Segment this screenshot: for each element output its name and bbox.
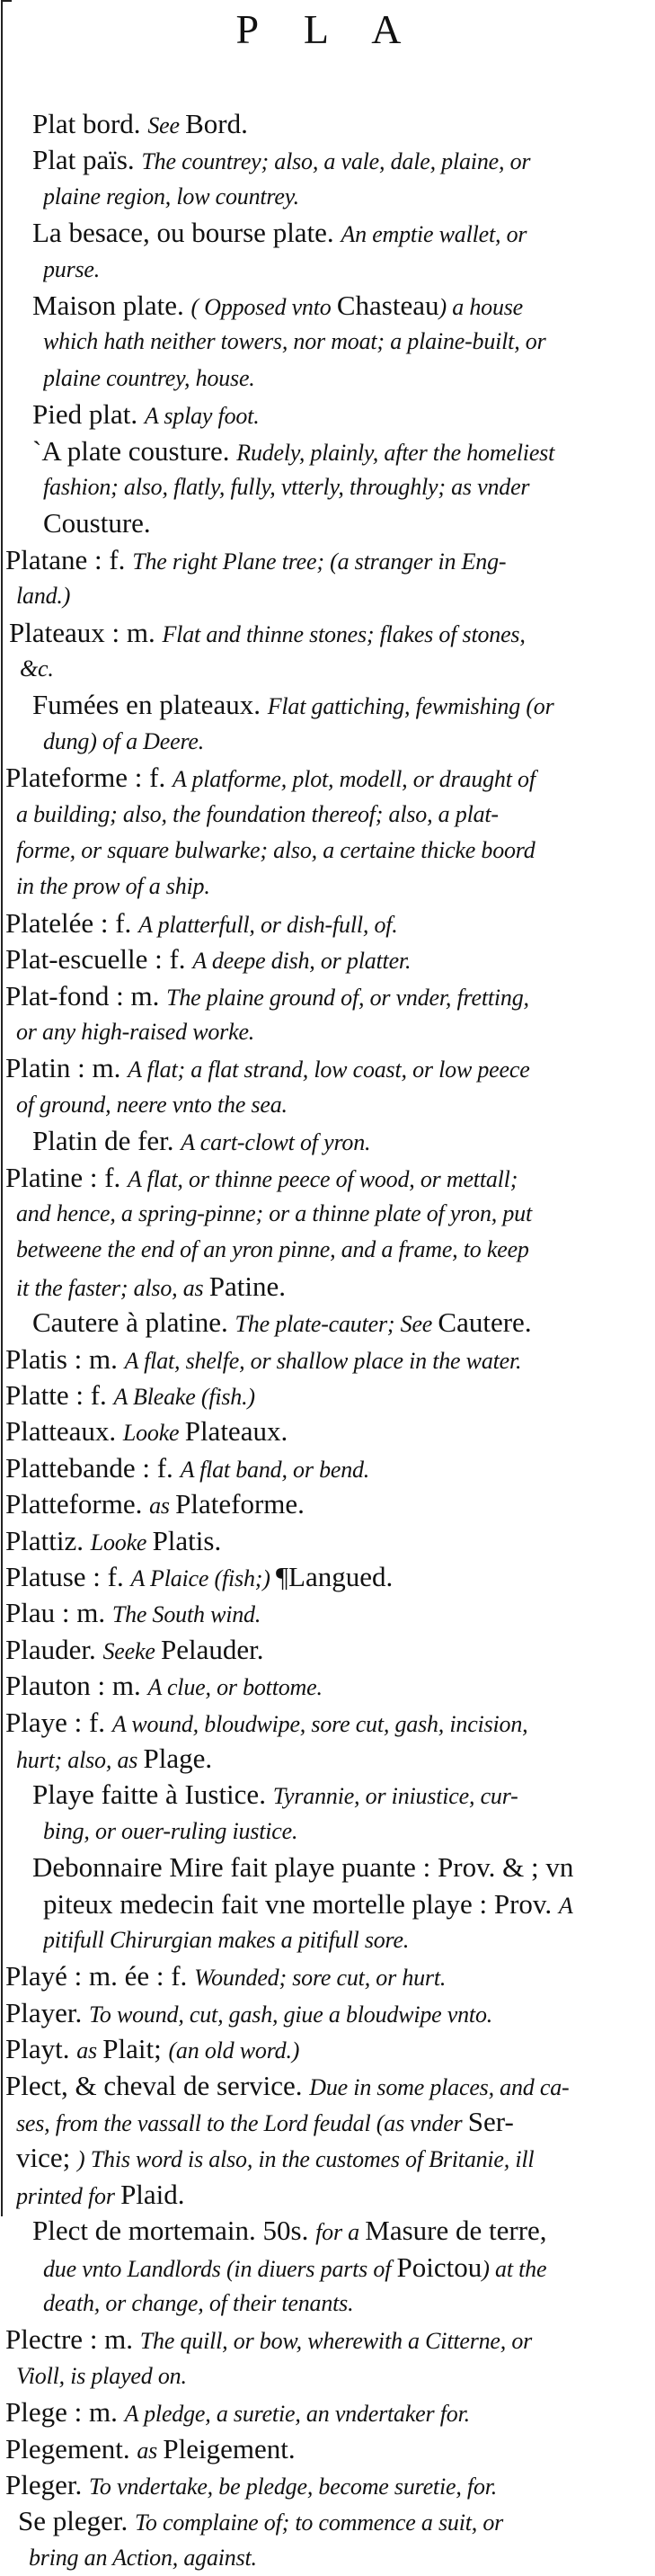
headword-text: Pelauder. bbox=[160, 1633, 264, 1665]
entry-continuation-line bbox=[16, 578, 644, 614]
gloss-text: and hence, a spring-pinne; or a thinne plate of yron, put bbox=[16, 1199, 532, 1226]
gloss-text: Tyrannie, or iniustice, cur- bbox=[272, 1783, 518, 1810]
gloss-text: A splay foot. bbox=[144, 403, 260, 430]
headword-text: Plage. bbox=[143, 1742, 213, 1774]
headword-text: Maison plate. bbox=[32, 290, 191, 321]
headword-text: Plect de mortemain. bbox=[32, 2215, 263, 2247]
gloss-text: of ground, neere vnto the sea. bbox=[16, 1091, 288, 1118]
gloss-text: hurt; also, as bbox=[16, 1746, 144, 1773]
headword-text: Platteaux. bbox=[5, 1415, 123, 1448]
entry-first-line bbox=[5, 2068, 644, 2104]
gloss-text: a building; also, the foundation thereof; also, a plat- bbox=[16, 800, 499, 827]
entry-first-line bbox=[5, 1523, 644, 1559]
gloss-text: To vndertake, be pledge, become suretie, for. bbox=[89, 2473, 498, 2500]
headword-text: Plait; bbox=[102, 2033, 169, 2065]
entry-first-line bbox=[5, 978, 644, 1014]
headword-text: Platuse : f. bbox=[5, 1561, 131, 1592]
headword-text: `A plate cousture. bbox=[32, 434, 237, 467]
entry-first-line bbox=[5, 1632, 644, 1668]
headword-text: Plectre : m. bbox=[5, 2323, 140, 2356]
headword-text: Chasteau bbox=[336, 290, 439, 321]
entry-first-line bbox=[5, 2031, 644, 2067]
dictionary-entry bbox=[0, 1595, 655, 1631]
headword-text: Plauton : m. bbox=[5, 1670, 148, 1702]
dictionary-entry bbox=[0, 288, 655, 397]
entry-continuation-line bbox=[43, 361, 644, 397]
entry-first-line bbox=[32, 215, 644, 251]
dictionary-entry bbox=[0, 433, 655, 542]
gloss-text: plaine countrey, house. bbox=[43, 364, 255, 391]
gloss-text: A bbox=[558, 1892, 573, 1919]
entry-continuation-line bbox=[16, 1014, 644, 1050]
gloss-text: dung) of a Deere. bbox=[43, 727, 205, 754]
entry-first-line bbox=[32, 1777, 644, 1813]
gloss-text: The right Plane tree; (a stranger in Eng- bbox=[132, 548, 507, 575]
gloss-text: The countrey; also, a vale, dale, plaine, or bbox=[141, 148, 531, 175]
headword-text: Platis : m. bbox=[5, 1342, 125, 1375]
dictionary-entry bbox=[0, 542, 655, 615]
entry-first-line bbox=[32, 1850, 644, 1885]
headword-text: Cautere à platine. bbox=[32, 1306, 235, 1339]
headword-text: Platteforme. bbox=[5, 1488, 150, 1520]
gloss-text: it the faster; also, as bbox=[16, 1274, 209, 1301]
dictionary-entry bbox=[0, 687, 655, 760]
entry-continuation-line bbox=[43, 252, 644, 288]
gloss-text: Flat gattiching, fewmishing (or bbox=[267, 693, 554, 720]
entry-first-line bbox=[32, 1123, 644, 1159]
headword-text: La besace, ou bourse plate. bbox=[32, 217, 341, 249]
headword-text: ¶Langued. bbox=[275, 1561, 394, 1592]
gloss-text: The South wind. bbox=[111, 1601, 261, 1628]
entry-first-line bbox=[5, 1995, 644, 2031]
gloss-text: ) a house bbox=[438, 294, 524, 320]
entry-first-line bbox=[32, 397, 644, 432]
entry-first-line bbox=[5, 1341, 644, 1377]
entry-first-line bbox=[32, 288, 644, 324]
gloss-text: for a bbox=[315, 2219, 366, 2246]
gloss-text: Due in some places, and ca- bbox=[309, 2073, 570, 2100]
headword-text: Patine. bbox=[208, 1270, 287, 1302]
headword-text: Playé : m. ée : f. bbox=[5, 1960, 195, 1992]
gloss-text: purse. bbox=[43, 255, 101, 282]
running-head: P L A bbox=[235, 6, 420, 52]
headword-text: Plege : m. bbox=[5, 2396, 125, 2429]
gloss-text: ( Opposed vnto bbox=[190, 294, 337, 320]
dictionary-entry bbox=[0, 2503, 655, 2576]
dictionary-entry bbox=[0, 2213, 655, 2322]
entry-first-line bbox=[5, 1450, 644, 1486]
entry-first-line bbox=[5, 1559, 644, 1595]
headword-text: vice; bbox=[16, 2142, 77, 2174]
gloss-text: A cart-clowt of yron. bbox=[181, 1129, 371, 1156]
gloss-text: A platterfull, or dish-full, of. bbox=[138, 911, 398, 938]
dictionary-entry bbox=[0, 1341, 655, 1377]
headword-text: Platte : f. bbox=[5, 1379, 114, 1411]
gloss-text: A flat, or thinne peece of wood, or mettall; bbox=[128, 1165, 518, 1192]
entry-continuation-line bbox=[43, 505, 644, 541]
entry-continuation-line bbox=[16, 797, 644, 833]
headword-text: Plauder. bbox=[5, 1633, 103, 1665]
gloss-text: Violl, is played on. bbox=[16, 2362, 187, 2389]
headword-text: Plaid. bbox=[120, 2178, 185, 2210]
entry-first-line bbox=[5, 1486, 644, 1522]
gloss-text: See bbox=[147, 112, 186, 138]
entry-first-line bbox=[5, 905, 644, 941]
headword-text: Platelée : f. bbox=[5, 906, 139, 939]
entry-continuation-line bbox=[16, 869, 644, 905]
dictionary-entry bbox=[0, 2322, 655, 2394]
gloss-text: printed for bbox=[16, 2182, 121, 2209]
entry-continuation-line bbox=[16, 1269, 644, 1305]
entry-continuation-line bbox=[16, 833, 644, 869]
headword-text: Se pleger. bbox=[18, 2505, 135, 2537]
entry-first-line bbox=[5, 1668, 644, 1704]
entry-first-line bbox=[5, 2467, 644, 2503]
dictionary-entry bbox=[0, 1850, 655, 1958]
headword-text: Fumées en plateaux. bbox=[32, 689, 268, 721]
entry-first-line bbox=[5, 1958, 644, 1994]
gloss-text: ) at the bbox=[482, 2255, 547, 2282]
headword-text: piteux medecin fait vne mortelle playe : Prov. bbox=[43, 1887, 559, 1920]
headword-text: Pleigement. bbox=[163, 2432, 296, 2465]
gloss-text: Wounded; sore cut, or hurt. bbox=[194, 1965, 447, 1992]
dictionary-entry bbox=[0, 1450, 655, 1486]
headword-text: Plect, & cheval de service. bbox=[5, 2069, 310, 2101]
headword-text: 50s. bbox=[262, 2215, 316, 2247]
gloss-text: Looke bbox=[122, 1420, 185, 1447]
gloss-text: A wound, bloudwipe, sore cut, gash, incision, bbox=[111, 1710, 528, 1737]
entry-first-line bbox=[5, 542, 644, 578]
gloss-text: death, or change, of their tenants. bbox=[43, 2289, 354, 2316]
dictionary-entry bbox=[0, 142, 655, 215]
gloss-text: or any high-raised worke. bbox=[16, 1018, 255, 1045]
headword-text: Bord. bbox=[185, 108, 248, 139]
gloss-text: To complaine of; to commence a suit, or bbox=[135, 2509, 504, 2536]
gloss-text: &c. bbox=[20, 655, 54, 682]
page-corner-rule bbox=[1, 0, 12, 2]
dictionary-entry bbox=[0, 1123, 655, 1159]
dictionary-entry bbox=[0, 215, 655, 288]
entry-continuation-line bbox=[43, 1886, 644, 1922]
gloss-text: Looke bbox=[90, 1529, 153, 1555]
headword-text: Platis. bbox=[152, 1524, 222, 1556]
gloss-text: A Bleake (fish.) bbox=[113, 1384, 255, 1410]
entry-first-line bbox=[5, 1160, 644, 1196]
headword-text: Pied plat. bbox=[32, 398, 145, 431]
entry-continuation-line bbox=[43, 1814, 644, 1850]
gloss-text: The plate-cauter; See bbox=[235, 1311, 438, 1338]
headword-text: Platine : f. bbox=[5, 1161, 128, 1193]
headword-text: Platane : f. bbox=[5, 543, 133, 575]
dictionary-entry bbox=[0, 760, 655, 905]
headword-text: Plau : m. bbox=[5, 1597, 112, 1629]
entry-first-line bbox=[5, 2394, 644, 2430]
entry-continuation-line bbox=[16, 2104, 644, 2140]
gloss-text: Flat and thinne stones; flakes of stones, bbox=[162, 620, 526, 647]
dictionary-entry bbox=[0, 1995, 655, 2031]
entry-first-line bbox=[5, 2431, 644, 2467]
gloss-text: as bbox=[137, 2437, 164, 2464]
entry-first-line bbox=[5, 2322, 644, 2358]
headword-text: Plegement. bbox=[5, 2432, 137, 2465]
gloss-text: ) This word is also, in the customes of Britanie, ill bbox=[77, 2146, 535, 2173]
dictionary-entry bbox=[0, 397, 655, 432]
entry-continuation-line bbox=[43, 469, 644, 505]
entry-continuation-line bbox=[29, 2540, 644, 2576]
entry-continuation-line bbox=[43, 2286, 644, 2322]
entry-first-line bbox=[5, 1050, 644, 1086]
entry-first-line bbox=[5, 760, 644, 796]
headword-text: Playe : f. bbox=[5, 1706, 112, 1738]
dictionary-entry bbox=[0, 1486, 655, 1522]
gloss-text: ses, from the vassall to the Lord feudal (as vnder bbox=[16, 2109, 468, 2136]
dictionary-entry bbox=[0, 905, 655, 941]
gloss-text: land.) bbox=[16, 583, 71, 610]
dictionary-entry bbox=[0, 2431, 655, 2467]
entry-first-line bbox=[18, 2503, 644, 2539]
headword-text: Debonnaire Mire fait playe puante : Prov. & ; vn bbox=[32, 1851, 574, 1884]
entry-first-line bbox=[32, 433, 644, 469]
gloss-text: bring an Action, against. bbox=[29, 2544, 257, 2571]
gloss-text: A flat, shelfe, or shallow place in the water. bbox=[124, 1347, 522, 1374]
headword-text: Plattebande : f. bbox=[5, 1451, 181, 1484]
gloss-text: plaine region, low countrey. bbox=[43, 183, 299, 209]
entry-first-line bbox=[32, 142, 644, 178]
headword-text: Playt. bbox=[5, 2033, 77, 2065]
entry-first-line bbox=[32, 2213, 644, 2249]
headword-text: Poictou bbox=[396, 2251, 482, 2283]
entry-first-line bbox=[32, 1305, 644, 1341]
gloss-text: A flat; a flat strand, low coast, or low peece bbox=[128, 1056, 530, 1083]
gloss-text: A clue, or bottome. bbox=[147, 1674, 323, 1701]
gloss-text: To wound, cut, gash, giue a bloudwipe vnto. bbox=[89, 2001, 493, 2028]
entry-continuation-line bbox=[16, 2177, 644, 2213]
gloss-text: due vnto Landlords (in diuers parts of bbox=[43, 2255, 397, 2282]
entry-first-line bbox=[5, 941, 644, 977]
headword-text: Platin de fer. bbox=[32, 1125, 181, 1157]
entry-continuation-line bbox=[16, 1087, 644, 1123]
gloss-text: fashion; also, flatly, fully, vtterly, throughly; as vnder bbox=[43, 473, 530, 500]
dictionary-entry bbox=[0, 1559, 655, 1595]
headword-text: Plateforme : f. bbox=[5, 762, 173, 794]
entry-continuation-line bbox=[43, 2250, 644, 2286]
dictionary-entry bbox=[0, 941, 655, 977]
entry-first-line bbox=[32, 106, 644, 142]
gloss-text: forme, or square bulwarke; also, a certaine thicke boord bbox=[16, 836, 536, 863]
entry-continuation-line bbox=[43, 1922, 644, 1958]
dictionary-entry bbox=[0, 106, 655, 142]
headword-text: Masure de terre, bbox=[365, 2215, 547, 2247]
headword-text: Pleger. bbox=[5, 2469, 89, 2500]
dictionary-entry bbox=[0, 1668, 655, 1704]
headword-text: Cousture. bbox=[43, 507, 151, 539]
entry-continuation-line bbox=[43, 179, 644, 215]
gloss-text: A platforme, plot, modell, or draught of bbox=[172, 766, 536, 793]
gloss-text: in the prow of a ship. bbox=[16, 873, 210, 900]
headword-text: Playe faitte à Iustice. bbox=[32, 1778, 273, 1811]
dictionary-entry bbox=[0, 2068, 655, 2214]
headword-text: Platin : m. bbox=[5, 1052, 128, 1084]
headword-text: Plateaux : m. bbox=[9, 616, 163, 648]
dictionary-entry bbox=[0, 1377, 655, 1413]
entry-continuation-line bbox=[20, 651, 644, 687]
headword-text: Plattiz. bbox=[5, 1524, 91, 1556]
dictionary-entry bbox=[0, 1523, 655, 1559]
gloss-text: betweene the end of an yron pinne, and a frame, to keep bbox=[16, 1236, 529, 1263]
headword-text: Plat bord. bbox=[32, 108, 148, 139]
gloss-text: as bbox=[76, 2037, 103, 2064]
entry-first-line bbox=[5, 1705, 644, 1741]
gloss-text: as bbox=[149, 1493, 176, 1520]
gloss-text: which hath neither towers, nor moat; a plaine-built, or bbox=[43, 328, 546, 355]
gloss-text: A pledge, a suretie, an vndertaker for. bbox=[124, 2401, 470, 2428]
dictionary-entry bbox=[0, 1705, 655, 1778]
dictionary-entry bbox=[0, 1632, 655, 1668]
dictionary-entry bbox=[0, 1305, 655, 1341]
gloss-text: A deepe dish, or platter. bbox=[192, 948, 412, 975]
gloss-text: bing, or ouer-ruling iustice. bbox=[43, 1817, 298, 1844]
gloss-text: A flat band, or bend. bbox=[180, 1456, 370, 1483]
entry-first-line bbox=[5, 1413, 644, 1449]
gloss-text: The plaine ground of, or vnder, fretting, bbox=[166, 984, 529, 1011]
headword-text: Plat-escuelle : f. bbox=[5, 943, 193, 976]
entry-continuation-line bbox=[43, 724, 644, 760]
gloss-text: An emptie wallet, or bbox=[341, 221, 527, 248]
headword-text: Ser- bbox=[467, 2105, 514, 2137]
headword-text: Player. bbox=[5, 1996, 89, 2028]
dictionary-entry bbox=[0, 2031, 655, 2067]
dictionary-entry bbox=[0, 1050, 655, 1123]
entry-first-line bbox=[5, 1595, 644, 1631]
dictionary-entry bbox=[0, 1777, 655, 1850]
dictionary-entry bbox=[0, 2467, 655, 2503]
dictionary-entry bbox=[0, 615, 655, 688]
entry-continuation-line bbox=[16, 2140, 644, 2176]
gloss-text: A Plaice (fish;) bbox=[130, 1565, 276, 1591]
dictionary-entry bbox=[0, 1413, 655, 1449]
headword-text: Cautere. bbox=[438, 1306, 532, 1339]
headword-text: Plat-fond : m. bbox=[5, 979, 167, 1012]
entry-continuation-line bbox=[16, 1232, 644, 1268]
headword-text: Plateaux. bbox=[184, 1415, 288, 1448]
dictionary-entry bbox=[0, 2394, 655, 2430]
entry-continuation-line bbox=[16, 2358, 644, 2394]
dictionary-entry bbox=[0, 978, 655, 1051]
gloss-text: pitifull Chirurgian makes a pitifull sore. bbox=[43, 1926, 410, 1953]
entry-first-line bbox=[32, 687, 644, 723]
entry-first-line bbox=[9, 615, 644, 651]
gloss-text: Rudely, plainly, after the homeliest bbox=[236, 439, 555, 466]
gloss-text: Seeke bbox=[102, 1637, 161, 1664]
dictionary-entry bbox=[0, 1160, 655, 1306]
entry-continuation-line bbox=[16, 1741, 644, 1777]
gloss-text: The quill, or bow, wherewith a Citterne, or bbox=[139, 2328, 533, 2355]
gloss-text: (an old word.) bbox=[168, 2037, 300, 2064]
dictionary-entry bbox=[0, 1958, 655, 1994]
headword-text: Plateforme. bbox=[175, 1488, 305, 1520]
entry-continuation-line bbox=[43, 324, 644, 360]
entry-first-line bbox=[5, 1377, 644, 1413]
headword-text: Plat païs. bbox=[32, 144, 142, 176]
entry-continuation-line bbox=[16, 1196, 644, 1232]
